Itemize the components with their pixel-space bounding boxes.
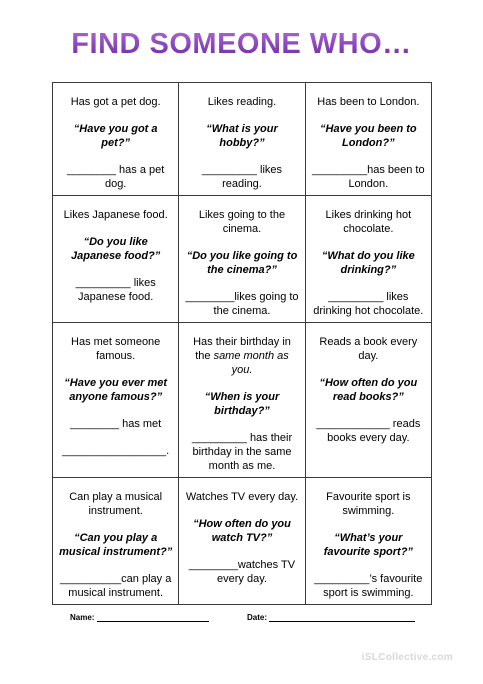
cell-question: “Do you like going to the cinema?”: [186, 250, 298, 276]
cell-question: “Do you like Japanese food?”: [71, 236, 161, 262]
cell-question: “What’s your favourite sport?”: [323, 532, 413, 558]
grid-row-1: [53, 83, 432, 196]
cell-answer: _________ likes drinking hot chocolate.: [313, 291, 424, 317]
cell-answer: ________likes going to the cinema.: [185, 291, 299, 317]
date-label: Date:: [247, 613, 268, 622]
cell-question: “What is your hobby?”: [206, 123, 278, 149]
worksheet-title: [0, 28, 483, 60]
cell-answer: __________can play a musical instrument.: [60, 573, 172, 599]
cell-prompt-emphasis: same month as you.: [213, 350, 289, 376]
cell-answer: ________ has a pet dog.: [67, 164, 165, 190]
grid-cell: [305, 196, 431, 323]
grid-cell: [179, 323, 305, 478]
name-label: Name:: [70, 613, 95, 622]
cell-answer: _________’s favourite sport is swimming.: [314, 573, 423, 599]
cell-question: “Have you ever met anyone famous?”: [64, 377, 168, 403]
date-field[interactable]: [247, 613, 415, 622]
cell-answer: ________watches TV every day.: [188, 559, 296, 585]
cell-prompt: Has got a pet dog.: [70, 96, 161, 108]
grid-row-2: [53, 196, 432, 323]
grid-cell: [305, 323, 431, 478]
cell-prompt: Likes Japanese food.: [63, 209, 168, 221]
cell-prompt: Likes going to the cinema.: [198, 209, 286, 235]
grid-row-3: [53, 323, 432, 478]
site-watermark: iSLCollective.com: [361, 652, 453, 663]
grid-cell: [305, 478, 431, 605]
grid-cell: [179, 478, 305, 605]
cell-prompt: Can play a musical instrument.: [69, 491, 163, 517]
cell-question: “When is your birthday?”: [204, 391, 280, 417]
grid-cell: [305, 83, 431, 196]
cell-answer: ________ has met: [70, 418, 162, 430]
cell-prompt: Likes reading.: [207, 96, 277, 108]
name-line: [97, 613, 209, 622]
cell-answer: _________ likes reading.: [201, 164, 283, 190]
cell-answer: _________ likes Japanese food.: [75, 277, 156, 303]
date-line: [269, 613, 415, 622]
name-field[interactable]: [70, 613, 209, 622]
cell-prompt: Has been to London.: [317, 96, 420, 108]
cell-prompt-part: Has their birthday in the: [193, 336, 291, 362]
cell-question: “Can you play a musical instrument?”: [59, 532, 173, 558]
cell-prompt: Watches TV every day.: [185, 491, 299, 503]
cell-answer: _________has been to London.: [312, 164, 425, 190]
cell-prompt: Has met someone famous.: [71, 336, 161, 362]
grid-cell: [53, 83, 179, 196]
cell-prompt: Favourite sport is swimming.: [326, 491, 411, 517]
cell-answer-line: _________________.: [62, 445, 170, 457]
cell-prompt: Likes drinking hot chocolate.: [325, 209, 412, 235]
survey-grid: [52, 82, 432, 605]
cell-prompt: Reads a book every day.: [319, 336, 418, 362]
cell-prompt: [185, 335, 298, 377]
cell-answer: ____________ reads books every day.: [316, 418, 421, 444]
grid-cell: [179, 83, 305, 196]
cell-question: “What do you like drinking?”: [321, 250, 415, 276]
grid-cell: [179, 196, 305, 323]
cell-question: “How often do you watch TV?”: [193, 518, 291, 544]
cell-question: “Have you got a pet?”: [73, 123, 158, 149]
grid-cell: [53, 478, 179, 605]
cell-answer: _________ has their birthday in the same month as me.: [191, 432, 293, 472]
title-text: FIND SOMEONE WHO…: [71, 28, 412, 60]
grid-cell: [53, 323, 179, 478]
cell-question: “Have you been to London?”: [320, 123, 417, 149]
grid-cell: [53, 196, 179, 323]
cell-question: “How often do you read books?”: [319, 377, 418, 403]
grid-row-4: [53, 478, 432, 605]
